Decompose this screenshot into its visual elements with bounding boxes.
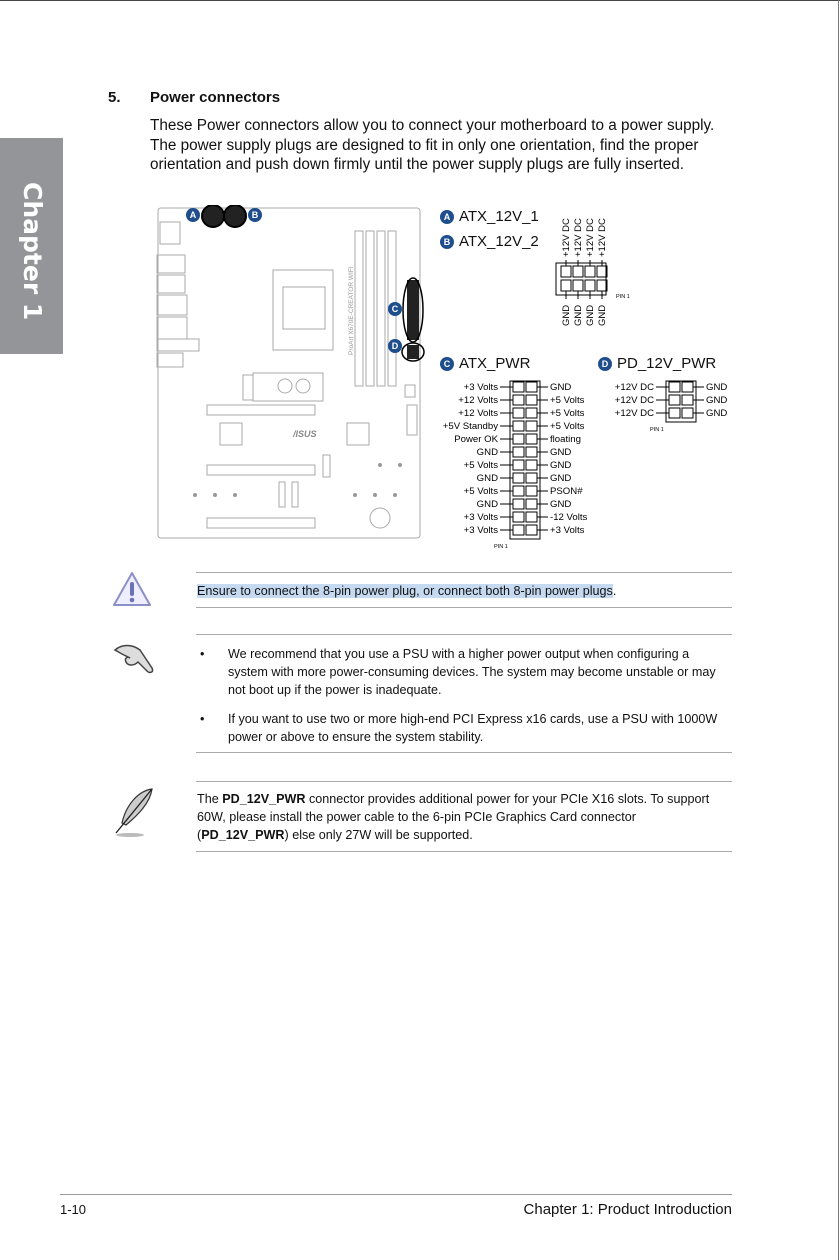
note-t1: The (197, 792, 223, 806)
pin (513, 421, 524, 431)
pin-label-right: +3 Volts (550, 525, 585, 536)
pin (513, 408, 524, 418)
pin-label-left: +5 Volts (463, 460, 498, 471)
top-border (0, 0, 840, 1)
pin1-label: PIN 1 (650, 427, 664, 433)
pin (513, 525, 524, 535)
section-paragraph: These Power connectors allow you to connect your motherboard to a power supply. The power supply plugs are designed to fit in only one orientation, find the proper orientation and push down firmly until the power supply plugs are fully inserted. (150, 117, 715, 173)
pin (526, 525, 537, 535)
page-number: 1-10 (60, 1202, 87, 1217)
pin (513, 473, 524, 483)
pin-label-left: +12 Volts (458, 408, 498, 419)
pin-label-left: Power OK (454, 434, 498, 445)
section-title: Power connectors (150, 89, 281, 106)
asus-logo: /ISUS (293, 429, 317, 439)
pin (526, 382, 537, 392)
pin (513, 382, 524, 392)
badge-d: D (598, 357, 612, 371)
badge-c: C (440, 357, 454, 371)
pin-label-right: -12 Volts (550, 512, 588, 523)
pin-label-right: GND (706, 408, 728, 419)
pin (561, 280, 571, 291)
pin-label-left: +12 Volts (458, 395, 498, 406)
atx-pwr-name: ATX_PWR (459, 355, 531, 372)
label-pd-12v-pwr (598, 355, 716, 372)
pd-12v-pwr-pinout (600, 380, 730, 440)
caution-bullet-text: If you want to use two or more high-end PCI Express x16 cards, use a PSU with 1000W power or above to ensure the system stability. (228, 712, 718, 744)
note-bold-2: PD_12V_PWR (201, 828, 285, 842)
pin (669, 382, 680, 392)
pin (526, 486, 537, 496)
atx-12v-2-name: ATX_12V_2 (459, 233, 539, 250)
warning-text (197, 582, 616, 600)
warning-highlighted-text: Ensure to connect the 8-pin power plug, or connect both 8-pin power plugs (197, 584, 613, 598)
pin-label-bottom: GND (597, 304, 608, 326)
pin (526, 395, 537, 405)
pin-label-left: +3 Volts (463, 512, 498, 523)
pin-label-right: +5 Volts (550, 395, 585, 406)
pin (669, 395, 680, 405)
pd-12v-pwr-name: PD_12V_PWR (617, 355, 717, 372)
pin-label-top: +12V DC (585, 218, 596, 257)
pin-label-right: GND (550, 499, 572, 510)
pin-label-right: GND (550, 460, 572, 471)
pin-label-bottom: GND (585, 304, 596, 326)
marker-a: A (189, 210, 197, 220)
label-atx-pwr (440, 355, 530, 372)
marker-b: B (251, 210, 259, 220)
pin-label-left: GND (476, 447, 498, 458)
pin (513, 499, 524, 509)
marker-c: C (391, 304, 399, 314)
marker-d: D (391, 341, 399, 351)
board-model-label: ProArt X670E-CREATOR WIFI (348, 266, 355, 355)
pin-label-right: PSON# (550, 486, 583, 497)
pin (682, 408, 693, 418)
pin1-label: PIN 1 (616, 294, 630, 300)
pin-label-left: +12V DC (614, 395, 654, 406)
pin (561, 266, 571, 277)
pin (526, 434, 537, 444)
pin-label-left: GND (476, 499, 498, 510)
pin-label-right: GND (706, 395, 728, 406)
atx-12v-pinout (550, 205, 660, 330)
pin-label-right: GND (550, 473, 572, 484)
pin (513, 447, 524, 457)
pin-label-right: GND (550, 382, 572, 393)
pin-label-right: +5 Volts (550, 408, 585, 419)
pin (585, 280, 595, 291)
pin (682, 395, 693, 405)
caution-bullet: • We recommend that you use a PSU with a higher power output when configuring a system with more power-consuming devices. The system may become unstable or may not boot up if the power is inadequate. (200, 645, 730, 699)
pin-label-bottom: GND (573, 304, 584, 326)
pin (513, 460, 524, 470)
right-border (838, 0, 839, 1260)
caution-bullet: • If you want to use two or more high-end PCI Express x16 cards, use a PSU with 1000W power or above to ensure the system stability. (200, 710, 730, 746)
note-t2: connector provides additional power for your PCIe X16 slots. To support 60W, please install the power cable to the 6-pin PCIe Graphics Card connector ( (197, 792, 710, 842)
note-bold-1: PD_12V_PWR (222, 792, 306, 806)
pin (585, 266, 595, 277)
pin (526, 512, 537, 522)
pin (526, 421, 537, 431)
pin-label-top: +12V DC (597, 218, 608, 257)
pin (669, 408, 680, 418)
warning-suffix: . (612, 584, 617, 598)
chapter-tab-label: Chapter 1 (18, 182, 47, 321)
pin-label-right: GND (550, 447, 572, 458)
note-t3: ) else only 27W will be supported. (284, 828, 473, 842)
pin (513, 512, 524, 522)
pin (526, 447, 537, 457)
pinout-svg (420, 380, 600, 550)
pin (513, 434, 524, 444)
atx-12v-connectors (202, 205, 424, 361)
pin (573, 266, 583, 277)
note-text (197, 790, 727, 844)
atx-pwr-pinout (420, 380, 600, 550)
pin-label-left: +12V DC (614, 408, 654, 419)
connector-body (666, 381, 696, 422)
label-atx-12v-2 (440, 233, 539, 250)
atx-12v-1-name: ATX_12V_1 (459, 208, 539, 225)
pin (573, 280, 583, 291)
pin-label-top: +12V DC (561, 218, 572, 257)
pin (526, 408, 537, 418)
pin-label-bottom: GND (561, 304, 572, 326)
pin (513, 395, 524, 405)
pin-label-left: +3 Volts (463, 525, 498, 536)
pin-label-right: floating (550, 434, 581, 445)
pin (526, 499, 537, 509)
caution-bullet-text: We recommend that you use a PSU with a higher power output when configuring a system with more power-consuming devices. The system may become unstable or may not boot up if the power is inadequate. (228, 647, 716, 697)
pin (513, 486, 524, 496)
pin-label-left: GND (476, 473, 498, 484)
pin (526, 460, 537, 470)
pin-label-left: +12V DC (614, 382, 654, 393)
section-number: 5. (108, 89, 121, 106)
badge-a: A (440, 210, 454, 224)
badge-b: B (440, 235, 454, 249)
pin-label-left: +5V Standby (442, 421, 498, 432)
pin-label-right: GND (706, 382, 728, 393)
pin1-label: PIN 1 (494, 544, 508, 550)
pin-label-left: +5 Volts (463, 486, 498, 497)
feather-pen-icon (108, 785, 158, 840)
chapter-tab (0, 138, 63, 354)
pinout-svg (600, 380, 730, 440)
warning-icon (112, 570, 152, 608)
pin-label-left: +3 Volts (463, 382, 498, 393)
pin (526, 473, 537, 483)
pin-label-top: +12V DC (573, 218, 584, 257)
caution-list (200, 645, 730, 746)
footer-rule (60, 1194, 732, 1195)
pointing-hand-icon (112, 640, 156, 676)
footer-chapter: Chapter 1: Product Introduction (523, 1201, 732, 1218)
label-atx-12v-1 (440, 208, 539, 225)
motherboard-diagram (155, 205, 425, 541)
connector-body (556, 263, 606, 295)
pin (682, 382, 693, 392)
pin-label-right: +5 Volts (550, 421, 585, 432)
